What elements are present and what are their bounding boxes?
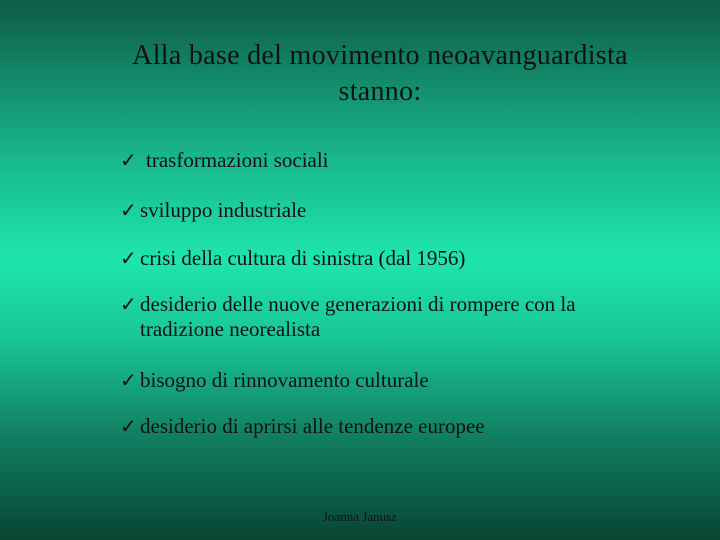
checkmark-icon: ✓ bbox=[120, 198, 137, 222]
bullet-item bbox=[120, 292, 660, 342]
checkmark-icon: ✓ bbox=[120, 414, 137, 438]
bullet-text: desiderio di aprirsi alle tendenze europee bbox=[140, 414, 485, 438]
checkmark-icon: ✓ bbox=[120, 368, 137, 392]
title-line-1: Alla base del movimento neoavanguardista bbox=[132, 40, 628, 71]
checkmark-icon: ✓ bbox=[120, 246, 137, 270]
bullet-text: trasformazioni sociali bbox=[146, 148, 329, 172]
bullet-text: sviluppo industriale bbox=[140, 198, 307, 222]
bullet-text: desiderio delle nuove generazioni di rompere con la tradizione neorealista bbox=[140, 292, 576, 341]
bullet-text: bisogno di rinnovamento culturale bbox=[140, 368, 429, 392]
bullet-item bbox=[120, 368, 429, 393]
bullet-text: crisi della cultura di sinistra (dal 1956) bbox=[140, 246, 466, 270]
checkmark-icon: ✓ bbox=[120, 292, 137, 316]
bullet-item bbox=[120, 198, 306, 223]
slide-title bbox=[60, 38, 700, 110]
checkmark-icon: ✓ bbox=[120, 148, 137, 172]
bullet-item bbox=[120, 414, 485, 439]
bullet-item bbox=[120, 246, 465, 271]
footer-author: Joanna Janusz bbox=[322, 509, 397, 524]
title-line-2: stanno: bbox=[338, 76, 422, 107]
bullet-item bbox=[120, 148, 329, 173]
